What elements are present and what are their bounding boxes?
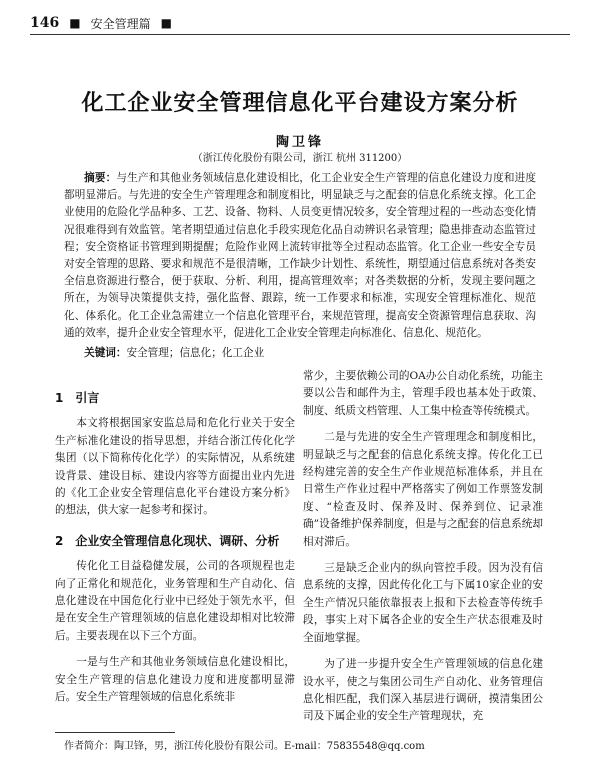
section-2-paragraph-1: 传化化工目益稳健发展，公司的各项规程也走向了正常化和规范化，业务管理和生产自动化、信息化建设在中国危化行业中已经处于领先水平，但是在安全生产管理领域的信息化建设却相对比较滞后。主要表现在以下三个方面。 (55, 560, 295, 642)
author-name: 陶卫锋 (275, 135, 324, 150)
keywords-label: 关键词： (84, 347, 127, 359)
journal-section: 安全管理篇 (90, 16, 151, 31)
running-header (30, 14, 570, 32)
abstract-text: 与生产和其他业务领域信息化建设相比，化工企业安全生产管理的信息化建设力度和进度都明显滞后。与先进的安全生产管理理念和制度相比，明显缺乏与之配套的信息化系统支撑。化工企业使用的危险化学品种多、工艺、设备、物料、人员变更情况较多，安全管理过程的一些动态变化情况很难得到有效监管。笔者期望通过信息化手段实现危化品自动辨识名录管理；隐患排查动态监管过程；安全资格证书管理到期提醒；危险作业网上流转审批等全过程动态监管。化工企业一些安全专员对安全管理的思路、要求和规范不是很清晰，工作缺少计划性、系统性，期望通过信息系统对各类安全信息资源进行整合，便于获取、分析、利用，提高管理效率；对各类数据的分析，发现主要问题之所在，为领导决策提供支持，强化监督、跟踪，统一工作要求和标准，实现安全管理标准化、规范化、体系化。化工企业急需建立一个信息化管理平台，来规范管理，提高安全资源管理信息获取、沟通的效率，提升企业安全管理水平，促进化工企业安全管理走向标准化、信息化、规范化。 (64, 172, 537, 339)
right-paragraph-1: 常少，主要依赖公司的OA办公自动化系统，功能主要以公告和邮件为主，管理手段也基本处于政策、制度、纸质文档管理、人工集中检查等传统模式。 (303, 370, 543, 417)
section-1-heading: 1 引言 (55, 391, 100, 405)
abstract-label: 摘要： (84, 172, 117, 184)
header-bullet-2: ■ (160, 16, 172, 30)
header-bullet: ■ (69, 16, 81, 30)
footnote-rule (55, 732, 175, 733)
header-rule (30, 34, 570, 35)
author-affiliation: （浙江传化股份有限公司，浙江 杭州 311200） (192, 153, 408, 164)
author-footnote: 作者简介：陶卫锋，男，浙江传化股份有限公司。E-mail：75835548@qq.com (64, 741, 425, 752)
section-2-paragraph-2: 一是与生产和其他业务领域信息化建设相比，安全生产管理的信息化建设力度和进度都明显滞后。安全生产管理领域的信息化系统非 (55, 656, 295, 704)
paper-title: 化工企业安全管理信息化平台建设方案分析 (81, 91, 519, 116)
right-paragraph-4: 为了进一步提升安全生产管理领域的信息化建设水平，使之与集团公司生产自动化、业务管理信息化相匹配，我们深入基层进行调研，摸清集团公司及下属企业的安全生产管理现状，充 (303, 658, 543, 723)
section-2-heading: 2 企业安全管理信息化现状、调研、分析 (55, 533, 280, 548)
section-1-paragraph-1: 本文将根据国家安监总局和危化行业关于安全生产标准化建设的指导思想，并结合浙江传化化学集团（以下简称传化化学）的实际情况，从系统建设背景、建设目标、建设内容等方面提出业内先进的《化工企业安全管理信息化平台建设方案分析》的想法，供大家一起参考和探讨。 (55, 417, 295, 517)
right-column (303, 368, 543, 726)
keywords-text: 安全管理；信息化；化工企业 (126, 347, 265, 359)
right-paragraph-3: 三是缺乏企业内的纵向管控手段。因为没有信息系统的支撑，因此传化化工与下属10家企业的安全生产情况只能依靠报表上报和下去检查等传统手段，事实上对下属各企业的安全生产状态很难及时全面地掌握。 (303, 562, 543, 644)
page-number: 146 (30, 15, 60, 31)
abstract (64, 170, 536, 342)
keywords (64, 345, 536, 360)
right-paragraph-2: 二是与先进的安全生产管理理念和制度相比，明显缺乏与之配套的信息化系统支撑。传化化工已经构建完善的安全生产作业规范标准体系，并且在日常生产作业过程中严格落实了例如工作票签发制度、“检查及时、保养及时、保养到位、记录准确”设备维护保养制度，但是与之配套的信息系统却相对滞后。 (303, 431, 543, 548)
left-column (55, 386, 295, 707)
